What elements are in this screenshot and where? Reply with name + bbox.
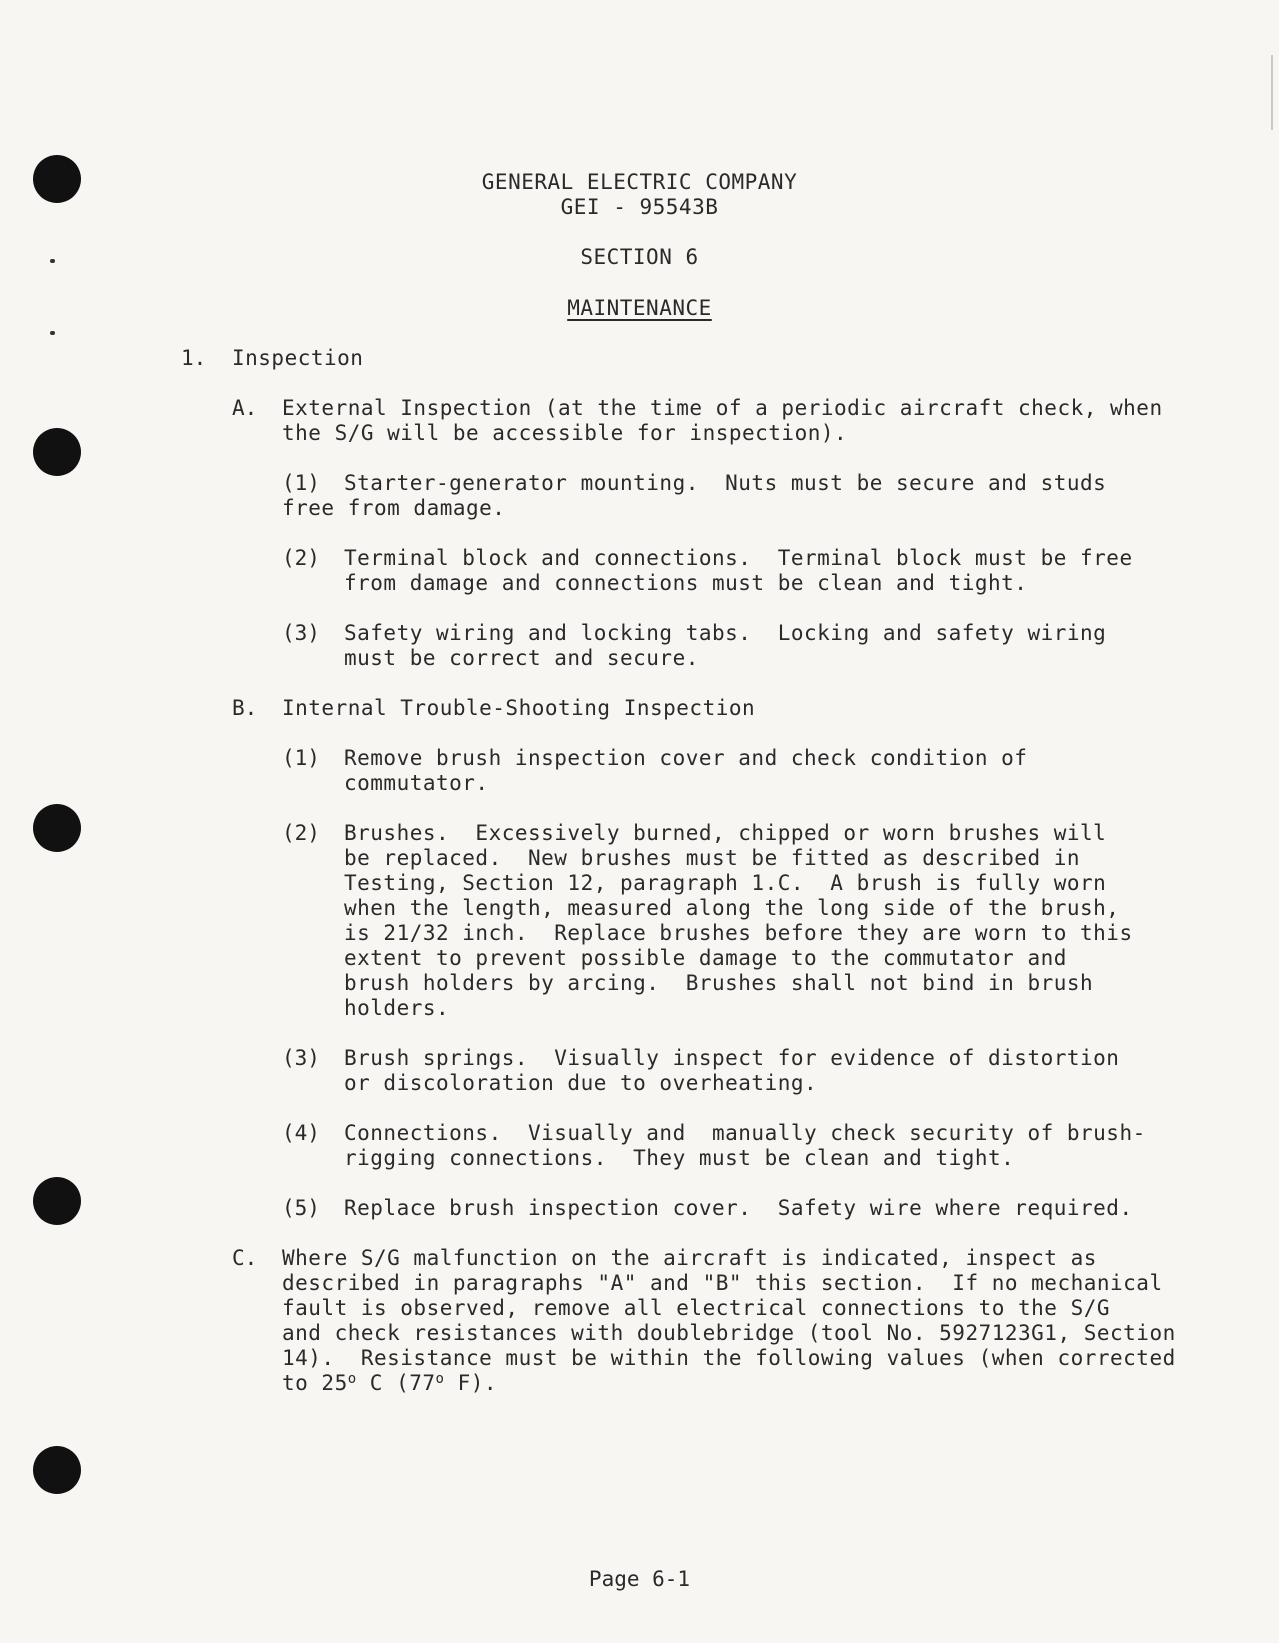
paragraph-line: is 21/32 inch. Replace brushes before they are worn to this <box>344 921 1133 945</box>
paragraph-line: Replace brush inspection cover. Safety wire where required. <box>344 1196 1133 1220</box>
paragraph-line: and check resistances with doublebridge (tool No. 5927123G1, Section <box>282 1321 1176 1345</box>
paragraph-line: Connections. Visually and manually check security of brush- <box>344 1121 1146 1145</box>
degree-mark: o <box>435 1371 445 1387</box>
subsection-title: Internal Trouble-Shooting Inspection <box>282 696 756 720</box>
paragraph-line: Where S/G malfunction on the aircraft is indicated, inspect as <box>282 1246 1097 1270</box>
document-number: GEI - 95543B <box>560 195 719 219</box>
paragraph-line: when the length, measured along the long side of the brush, <box>344 896 1120 920</box>
item-number: (2) <box>282 546 320 570</box>
paragraph-line: holders. <box>344 996 450 1020</box>
paragraph-line: Starter-generator mounting. Nuts must be secure and studs <box>344 471 1107 495</box>
item-number: (5) <box>282 1196 320 1220</box>
paragraph-line: Brush springs. Visually inspect for evidence of distortion <box>344 1046 1120 1070</box>
paragraph-line: from damage and connections must be clean and tight. <box>344 571 1028 595</box>
punch-hole <box>33 804 81 852</box>
paragraph-line: Testing, Section 12, paragraph 1.C. A brush is fully worn <box>344 871 1107 895</box>
subsection-letter: A. <box>232 396 258 420</box>
degree-mark: o <box>347 1371 357 1387</box>
paragraph-line: External Inspection (at the time of a periodic aircraft check, when <box>282 396 1163 420</box>
paragraph-line: Terminal block and connections. Terminal block must be free <box>344 546 1133 570</box>
page-edge-mark <box>1271 55 1273 130</box>
paragraph-line: Brushes. Excessively burned, chipped or worn brushes will <box>344 821 1107 845</box>
item-number: (1) <box>282 471 320 495</box>
page-title-text: MAINTENANCE <box>567 296 712 320</box>
item-number: (4) <box>282 1121 320 1145</box>
punch-hole <box>33 1446 81 1494</box>
item-number: (3) <box>282 1046 320 1070</box>
paragraph-line: must be correct and secure. <box>344 646 699 670</box>
paragraph-line: be replaced. New brushes must be fitted as described in <box>344 846 1081 870</box>
temperature-text: C (77 <box>356 1371 436 1395</box>
paragraph-line: Remove brush inspection cover and check condition of <box>344 746 1028 770</box>
page-number: Page 6-1 <box>588 1567 691 1591</box>
punch-hole <box>33 1177 81 1225</box>
paragraph-line: 14). Resistance must be within the following values (when corrected <box>282 1346 1176 1370</box>
paragraph-line: or discoloration due to overheating. <box>344 1071 818 1095</box>
subsection-letter: B. <box>232 696 258 720</box>
paragraph-line: brush holders by arcing. Brushes shall not bind in brush <box>344 971 1094 995</box>
scan-speck <box>50 331 55 335</box>
company-name: GENERAL ELECTRIC COMPANY <box>481 170 798 194</box>
paragraph-line: free from damage. <box>282 496 506 520</box>
paragraph-line: extent to prevent possible damage to the commutator and <box>344 946 1067 970</box>
temperature-text: F). <box>444 1371 498 1395</box>
paragraph-line: fault is observed, remove all electrical connections to the S/G <box>282 1296 1111 1320</box>
item-number: (2) <box>282 821 320 845</box>
section-heading: SECTION 6 <box>580 245 699 269</box>
paragraph-line: Safety wiring and locking tabs. Locking and safety wiring <box>344 621 1107 645</box>
paragraph-line: described in paragraphs "A" and "B" this section. If no mechanical <box>282 1271 1163 1295</box>
paragraph-line: rigging connections. They must be clean and tight. <box>344 1146 1015 1170</box>
subsection-letter: C. <box>232 1246 258 1270</box>
item-number: (1) <box>282 746 320 770</box>
paragraph-line: the S/G will be accessible for inspection). <box>282 421 848 445</box>
paragraph-line: commutator. <box>344 771 489 795</box>
item-number: 1. <box>181 346 207 370</box>
item-title: Inspection <box>232 346 364 370</box>
paragraph-line <box>282 1371 497 1396</box>
page-title <box>0 296 1279 321</box>
punch-hole <box>33 428 81 476</box>
temperature-text: to 25 <box>282 1371 348 1395</box>
item-number: (3) <box>282 621 320 645</box>
